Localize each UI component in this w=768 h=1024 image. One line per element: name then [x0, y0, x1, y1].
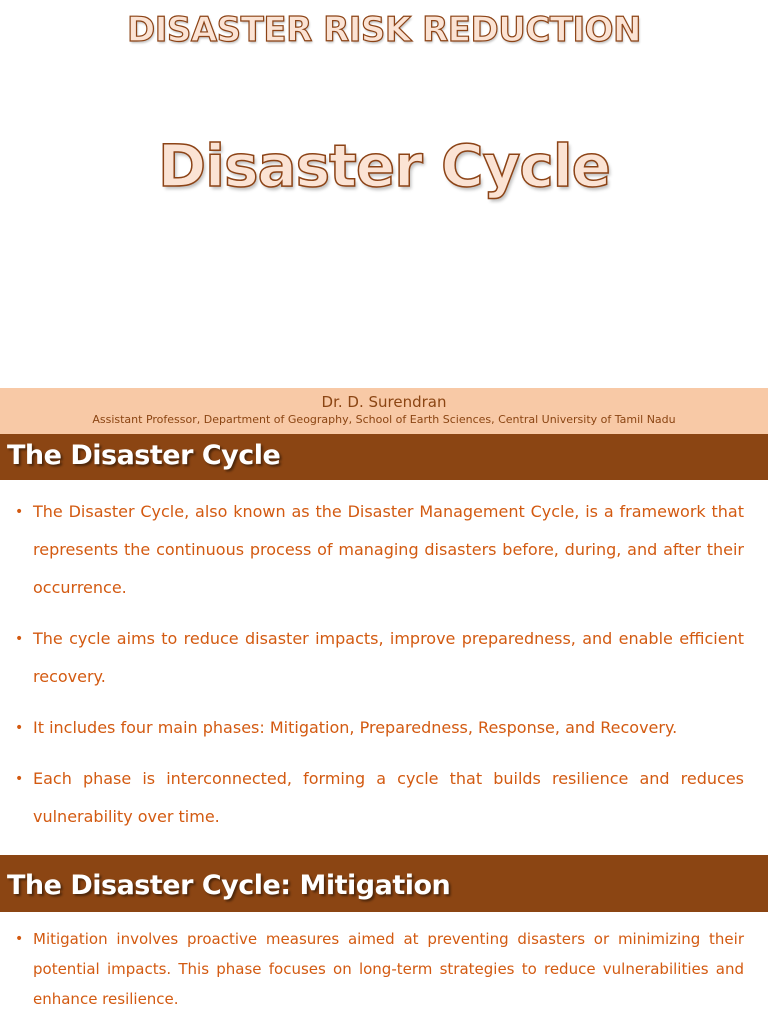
- list-item: [15, 493, 744, 607]
- list-item: [15, 760, 744, 836]
- bullet-glyph: •: [15, 931, 24, 947]
- main-title: Disaster Cycle: [157, 132, 611, 200]
- author-name: Dr. D. Surendran: [321, 393, 447, 411]
- list-item-text: Each phase is interconnected, forming a cycle that builds resilience and reduces vulnerability over time.: [33, 769, 744, 826]
- list-item: [15, 620, 744, 696]
- bullet-glyph: •: [15, 504, 24, 520]
- title-slide: [0, 0, 768, 388]
- bullet-list-mitigation: [15, 924, 744, 1014]
- bullet-glyph: •: [15, 720, 24, 736]
- list-item: [15, 709, 744, 747]
- bullet-glyph: •: [15, 771, 24, 787]
- bullet-glyph: •: [15, 631, 24, 647]
- list-item-text: Mitigation involves proactive measures aimed at preventing disasters or minimizing their potential impacts. This phase focuses on long-term strategies to reduce vulnerabilities and enhance resilience.: [33, 930, 744, 1008]
- course-title: DISASTER RISK REDUCTION: [127, 10, 641, 50]
- section-heading-disaster-cycle: The Disaster Cycle: [0, 434, 768, 480]
- bullet-list-disaster-cycle: [15, 493, 744, 849]
- list-item-text: The Disaster Cycle, also known as the Disaster Management Cycle, is a framework that represents the continuous process of managing disasters before, during, and after their occurrence.: [33, 502, 744, 597]
- list-item-text: It includes four main phases: Mitigation, Preparedness, Response, and Recovery.: [33, 718, 678, 737]
- author-band: [0, 388, 768, 434]
- section-heading-mitigation: The Disaster Cycle: Mitigation: [0, 855, 768, 912]
- list-item-text: The cycle aims to reduce disaster impacts, improve preparedness, and enable efficient recovery.: [33, 629, 744, 686]
- list-item: [15, 924, 744, 1014]
- author-affiliation: Assistant Professor, Department of Geography, School of Earth Sciences, Central University of Tamil Nadu: [92, 413, 676, 426]
